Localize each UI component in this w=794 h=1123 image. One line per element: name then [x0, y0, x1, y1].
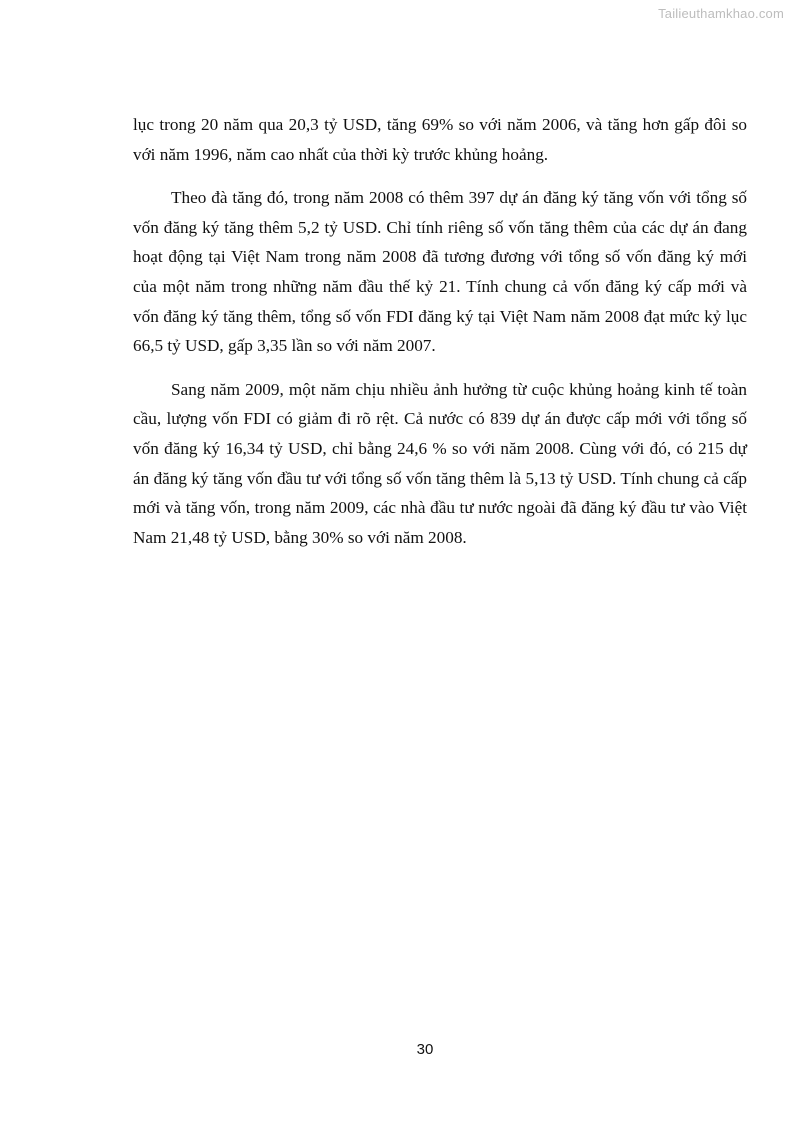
page-number: 30: [416, 1041, 434, 1058]
paragraph-2008-capital-increase: Theo đà tăng đó, trong năm 2008 có thêm 397 dự án đăng ký tăng vốn với tổng số vốn đăng ký tăng thêm 5,2 tỷ USD. Chỉ tính riêng số vốn tăng thêm của các dự án đang hoạt động tại Việt Nam trong năm 2008 đã tương đương với tổng số vốn đăng ký mới của một năm trong những năm đầu thế kỷ 21. Tính chung cả vốn đăng ký cấp mới và vốn đăng ký tăng thêm, tổng số vốn FDI đăng ký tại Việt Nam năm 2008 đạt mức kỷ lục 66,5 tỷ USD, gấp 3,35 lần so với năm 2007.: [133, 188, 747, 356]
paragraph-2009-decline: Sang năm 2009, một năm chịu nhiều ảnh hưởng từ cuộc khủng hoảng kinh tế toàn cầu, lượng vốn FDI có giảm đi rõ rệt. Cả nước có 839 dự án được cấp mới với tổng số vốn đăng ký 16,34 tỷ USD, chỉ bằng 24,6 % so với năm 2008. Cùng với đó, có 215 dự án đăng ký tăng vốn đầu tư với tổng số vốn tăng thêm là 5,13 tỷ USD. Tính chung cả cấp mới và tăng vốn, trong năm 2009, các nhà đầu tư nước ngoài đã đăng ký đầu tư vào Việt Nam 21,48 tỷ USD, bằng 30% so với năm 2008.: [133, 379, 747, 547]
document-body: [133, 110, 747, 566]
paragraph-continuation: lục trong 20 năm qua 20,3 tỷ USD, tăng 69% so với năm 2006, và tăng hơn gấp đôi so với năm 1996, năm cao nhất của thời kỳ trước khủng hoảng.: [133, 115, 747, 164]
site-watermark: Tailieuthamkhao.com: [658, 6, 784, 21]
